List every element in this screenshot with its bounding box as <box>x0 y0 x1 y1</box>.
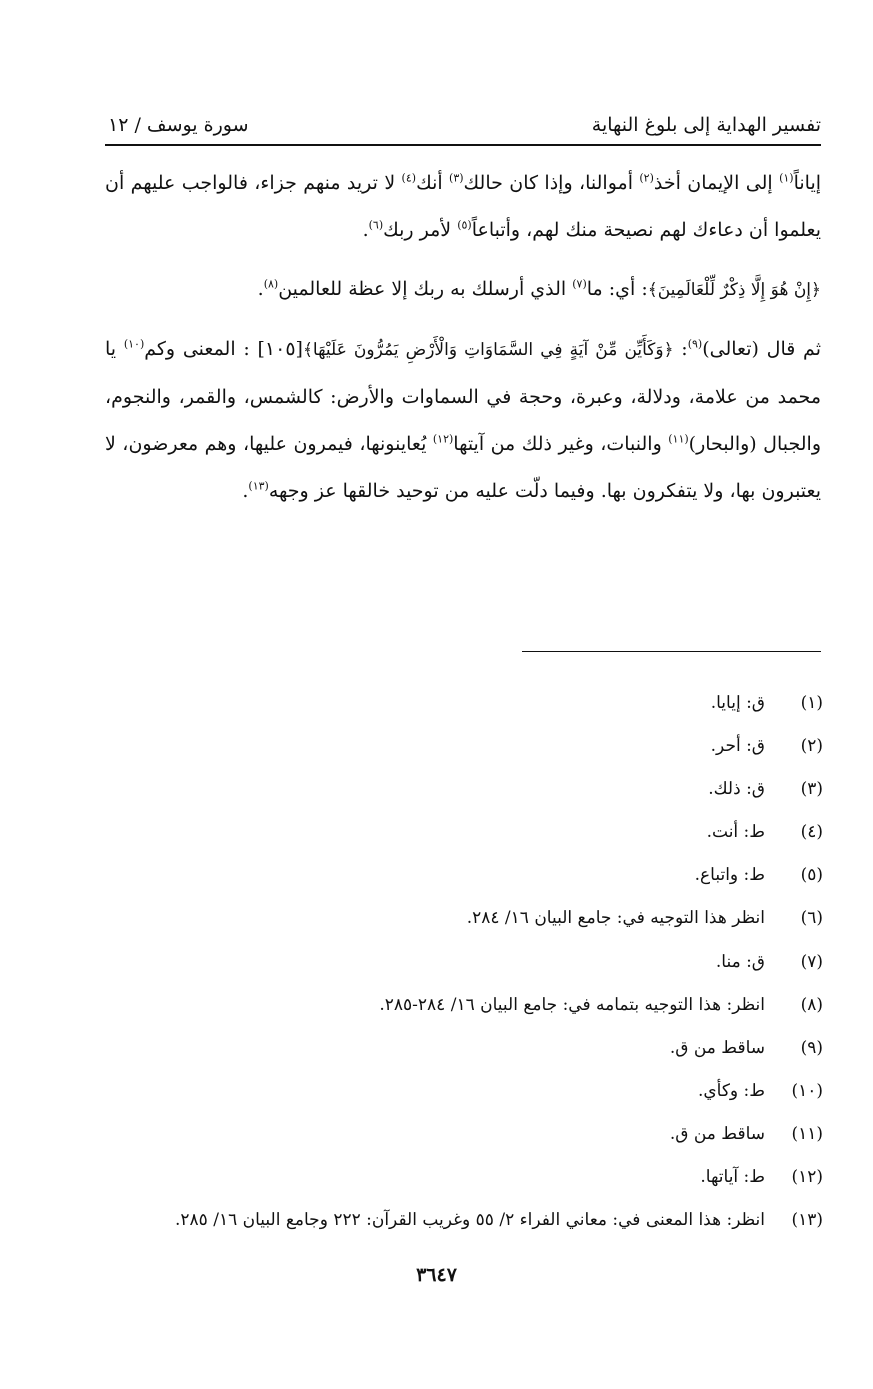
footnote-item <box>105 725 823 768</box>
footnote-ref: (٩) <box>687 337 703 351</box>
footnote-item <box>105 941 823 984</box>
footnote-item <box>105 897 823 940</box>
footnote-number: (٧) <box>800 951 823 972</box>
footnote-number: (٦) <box>800 908 823 929</box>
footnote-number: (٩) <box>800 1037 823 1058</box>
footnote-ref: (٨) <box>263 277 279 291</box>
footnote-item <box>105 1113 823 1156</box>
footnote-number: (٥) <box>800 865 823 886</box>
footnote-number: (٨) <box>800 994 823 1015</box>
footnote-number: (١) <box>800 693 823 713</box>
footnote-item <box>105 1199 823 1242</box>
quran-verse: ﴿وَكَأَيِّن مِّنْ آيَةٍ فِي السَّمَاوَاتِ وَالْأَرْضِ يَمُرُّونَ عَلَيْهَا﴾ <box>302 340 674 360</box>
footnote-text: ط: أنت. <box>706 822 765 843</box>
footnote-ref: (٧) <box>572 277 587 291</box>
footnote-number: (٢) <box>800 736 823 757</box>
paragraph-1 <box>105 160 821 254</box>
footnote-text: ط: آياتها. <box>700 1167 765 1188</box>
paragraph-3 <box>105 326 821 515</box>
text-run: . <box>242 480 249 502</box>
text-run: يا محمد من علامة، ودلالة، وعبرة، وحجة في السماوات والأرض: كالشمس، والقمر، والنجوم، والجبال (والبحار) <box>105 338 821 455</box>
text-run: يُعاينونها، فيمرون عليها، وهم معرضون، لا يعتبرون بها، ولا يتفكرون بها. وفيما دلّت عليه من توحيد خالقها عز وجهه <box>105 433 821 502</box>
footnote-text: انظر هذا التوجيه في: جامع البيان ١٦/ ٢٨٤. <box>466 908 765 929</box>
footnote-text: ساقط من ق. <box>669 1123 765 1144</box>
text-run: : أي: ما <box>586 278 648 300</box>
text-run: : <box>673 338 688 360</box>
surah-title: سورة يوسف / ١٢ <box>108 114 249 136</box>
footnote-number: (١١) <box>791 1123 823 1144</box>
footnote-ref: (٤) <box>401 171 417 185</box>
footnote-ref: (١٢) <box>432 432 454 446</box>
footnote-text: انظر: هذا المعنى في: معاني الفراء ٢/ ٥٥ وغريب القرآن: ٢٢٢ وجامع البيان ١٦/ ٢٨٥. <box>175 1210 765 1231</box>
text-run: ثم قال (تعالى) <box>702 338 821 360</box>
text-run: لأمر ربك <box>383 219 458 241</box>
footnote-ref: (٥) <box>457 218 472 232</box>
footnote-ref: (١) <box>779 171 794 185</box>
footnote-ref: (٦) <box>368 218 384 232</box>
footnote-item <box>105 1027 823 1070</box>
text-run: أموالنا، وإذا كان حالك <box>463 172 640 194</box>
footnote-item <box>105 854 823 897</box>
text-run: لا تريد منهم جزاء، فالواجب عليهم أن يعلموا أن دعاءك لهم نصيحة منك لهم، وأتباعاً <box>105 172 821 241</box>
footnote-rule <box>522 651 821 652</box>
footnote-number: (١٠) <box>791 1080 823 1101</box>
footnote-number: (١٣) <box>791 1210 823 1231</box>
footnote-item <box>105 682 823 725</box>
footnote-ref: (٢) <box>639 171 654 185</box>
main-text <box>105 160 821 515</box>
footnote-item <box>105 984 823 1027</box>
footnote-ref: (١٠) <box>123 337 145 351</box>
footnote-text: ساقط من ق. <box>669 1037 765 1058</box>
footnote-item <box>105 1070 823 1113</box>
footnote-ref: (٣) <box>449 171 464 185</box>
paragraph-2 <box>105 266 821 314</box>
footnote-ref: (١١) <box>668 432 689 446</box>
text-run: والنبات، وغير ذلك من آيتها <box>453 433 669 455</box>
footnote-text: ط: واتباع. <box>694 865 765 886</box>
footnote-text: ق: إيايا. <box>710 693 765 713</box>
text-run: إياناً <box>793 172 822 194</box>
footnote-ref: (١٣) <box>248 479 269 493</box>
book-title: تفسير الهداية إلى بلوغ النهاية <box>591 114 821 136</box>
quran-verse: ﴿إِنْ هُوَ إِلَّا ذِكْرٌ لِّلْعَالَمِينَ﴾ <box>647 280 821 300</box>
footnote-item <box>105 768 823 811</box>
text-run: إلى الإيمان أخذ <box>653 172 780 194</box>
footnote-item <box>105 1156 823 1199</box>
footnote-text: ق: أحر. <box>710 736 765 757</box>
text-run: . <box>362 219 369 241</box>
text-run: . <box>257 278 264 300</box>
footnote-number: (٤) <box>800 822 823 843</box>
footnote-text: ط: وكأي. <box>697 1080 765 1101</box>
text-run: أنك <box>416 172 450 194</box>
footnote-text: انظر: هذا التوجيه بتمامه في: جامع البيان ١٦/ ٢٨٤-٢٨٥. <box>379 994 765 1015</box>
footnote-item <box>105 811 823 854</box>
footnotes-list <box>105 682 823 1242</box>
footnote-text: ق: ذلك. <box>708 779 765 800</box>
text-run: الذي أرسلك به ربك إلا عظة للعالمين <box>278 278 573 300</box>
text-run: [١٠٥] : المعنى وكم <box>144 338 303 360</box>
page-number: ٣٦٤٧ <box>416 1264 457 1286</box>
footnote-text: ق: منا. <box>715 951 765 972</box>
header-rule <box>105 144 821 146</box>
footnote-number: (٣) <box>800 779 823 800</box>
running-header <box>108 100 821 136</box>
footnote-number: (١٢) <box>791 1167 823 1188</box>
